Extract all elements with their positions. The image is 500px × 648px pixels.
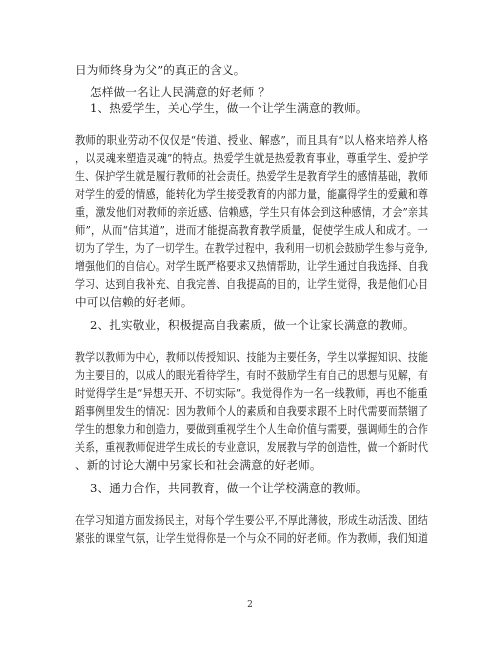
text-line: 为主要目的，以成人的眼光看待学生，有时不鼓励学生有自己的思想与见解，有 <box>75 368 429 382</box>
section-heading-1: 1、热爱学生，关心学生，做一个让学生满意的教师。 <box>90 101 368 115</box>
text-line: 学习、达到自我补充、自我完善、自我提高的目的，让学生觉得，我是他们心目 <box>75 277 429 291</box>
section-heading-2: 2、扎实敬业，积极提高自我素质，做一个让家长满意的教师。 <box>90 318 415 332</box>
text-line: 日为师终身为父”的真正的含义。 <box>75 63 246 77</box>
text-line: 在学习知道方面发扬民主，对每个学生要公平,不厚此薄彼，形成生动活泼、团结 <box>75 513 428 527</box>
section-heading-3: 3、通力合作，共同教育，做一个让学校满意的教师。 <box>90 481 368 495</box>
text-line: 紧张的课堂气氛，让学生觉得你是一个与众不同的好老师。作为教师，我们知道 <box>75 531 429 545</box>
text-line: 重，激发他们对教师的亲近感、信赖感，学生只有体会到这种感情，才会”亲其 <box>75 205 429 219</box>
question-heading: 怎样做一名让人民满意的好老师 ？ <box>90 85 270 99</box>
page-number: 2 <box>247 600 253 610</box>
text-line: 增强他们的自信心。对学生既严格要求又热情帮助，让学生通过自我选择、自我 <box>75 259 429 273</box>
text-line: 生、保护学生就是履行教师的社会责任。热爱学生是教育学生的感情基础，教师 <box>75 169 429 183</box>
text-line: 中可以信赖的好老师。 <box>75 295 193 309</box>
text-line: 教学以教师为中心，教师以传授知识、技能为主要任务，学生以掌握知识、技能 <box>75 350 429 364</box>
text-line: 师”，从而“信其道”，进而才能提高教育教学质量，促使学生成人和成才。一 <box>75 223 429 237</box>
text-line: 蹈事例里发生的情况：因为教师个人的素质和自我要求跟不上时代需要而禁锢了 <box>75 404 429 418</box>
text-line: 时觉得学生是“异想天开、不切实际”。我觉得作为一名一线教师，再也不能重 <box>75 386 428 400</box>
text-line: 学生的想象力和创造力，要做到重视学生个人生命价值与需要，强调师生的合作 <box>75 422 429 436</box>
text-line: 对学生的爱的情感，能转化为学生接受教育的内部力量，能赢得学生的爱戴和尊 <box>75 187 429 201</box>
text-line: ，以灵魂来塑造灵魂”的特点。热爱学生就是热爱教育事业，尊重学生、爱护学 <box>75 151 429 165</box>
text-line: 切为了学生，为了一切学生。在教学过程中，我利用一切机会鼓励学生参与竞争, <box>75 241 428 255</box>
text-line: 关系，重视教师促进学生成长的专业意识，发展教与学的创造性，做一个新时代 <box>75 440 429 454</box>
text-line: 、新的讨论大潮中另家长和社会满意的好老师。 <box>75 458 322 472</box>
text-line: 教师的职业劳动不仅仅是“传道、授业、解惑”，而且具有“以人格来培养人格 <box>75 133 429 147</box>
